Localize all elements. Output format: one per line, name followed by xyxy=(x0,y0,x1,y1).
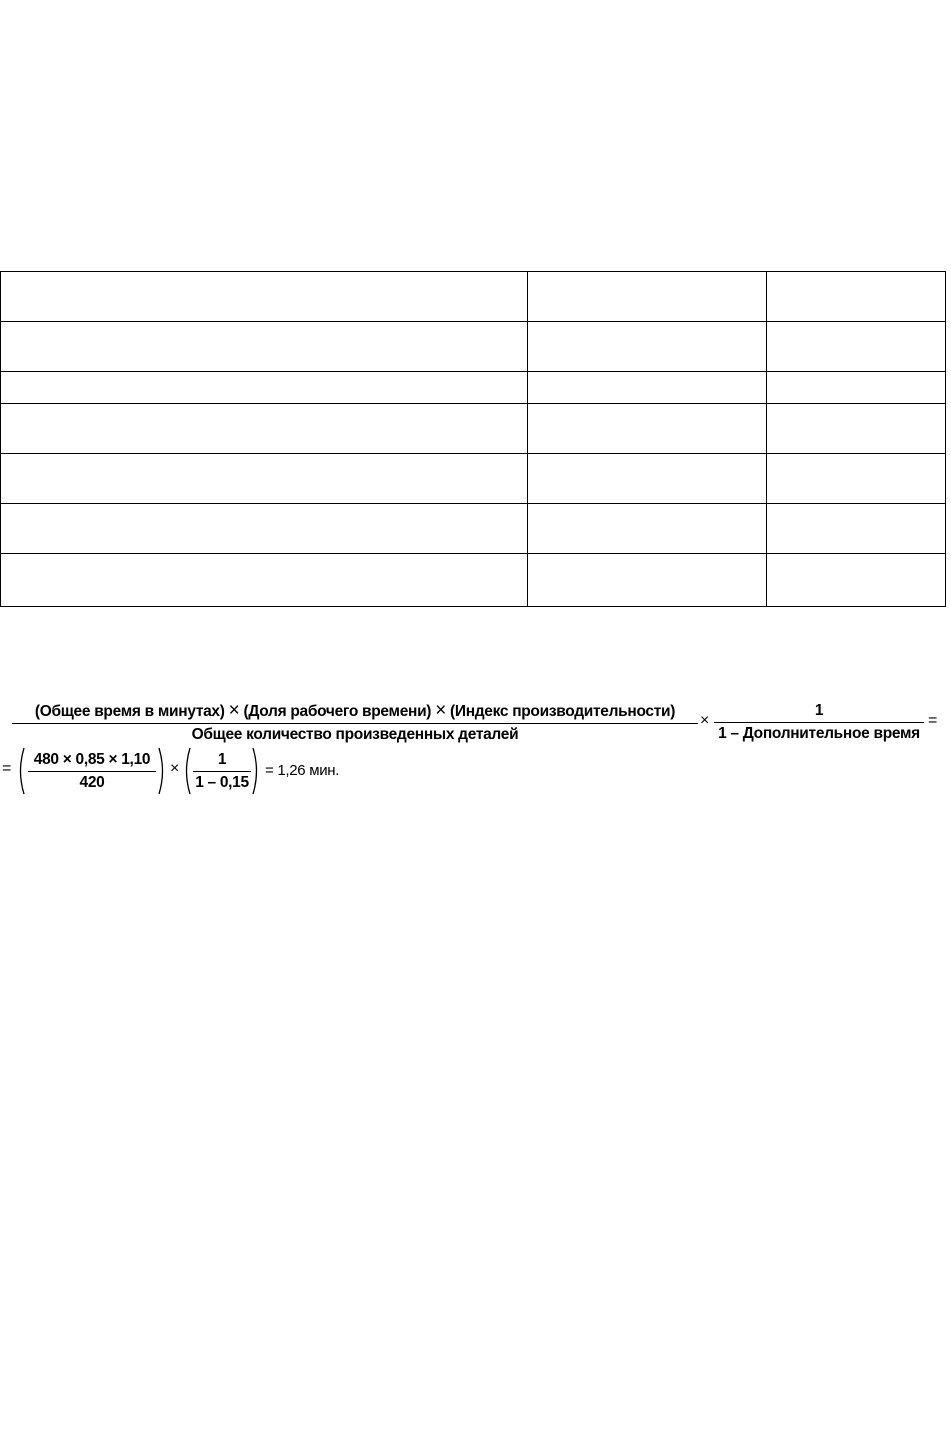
left-paren-icon xyxy=(16,747,25,795)
empty-table xyxy=(0,271,946,607)
table-cell xyxy=(767,504,946,554)
right-paren-icon xyxy=(158,747,167,795)
table-cell xyxy=(1,322,528,372)
right-paren-icon xyxy=(252,747,261,795)
table-cell xyxy=(767,272,946,322)
table-cell xyxy=(767,322,946,372)
fraction-bar xyxy=(28,771,156,772)
value-denominator: 420 xyxy=(79,774,105,791)
fraction-bar xyxy=(714,722,924,723)
percent-denominator: 1 – 0,15 xyxy=(195,774,249,791)
table-cell xyxy=(1,404,528,454)
table-cell xyxy=(1,504,528,554)
times-sign: × xyxy=(170,760,180,777)
main-numerator xyxy=(12,702,698,721)
table-row xyxy=(1,454,946,504)
formula-percent-fraction xyxy=(193,751,251,792)
percent-numerator: 1 xyxy=(217,751,227,768)
table-row xyxy=(1,322,946,372)
fraction-bar xyxy=(193,771,251,772)
left-paren-icon xyxy=(182,747,191,795)
table-cell xyxy=(528,504,767,554)
formula-main-fraction xyxy=(12,702,698,744)
fraction-bar xyxy=(12,723,698,724)
table-cell xyxy=(1,272,528,322)
table-cell xyxy=(767,454,946,504)
table-cell xyxy=(767,554,946,607)
equals-sign: = xyxy=(2,760,12,777)
numerator-term-total-time: (Общее время в минутах) xyxy=(34,703,225,720)
table-row xyxy=(1,554,946,607)
table-cell xyxy=(767,404,946,454)
table-cell xyxy=(767,372,946,404)
times-sign: × xyxy=(700,712,710,729)
table-row xyxy=(1,372,946,404)
times-sign: × xyxy=(228,700,240,721)
table-row xyxy=(1,272,946,322)
table-cell xyxy=(528,372,767,404)
extra-numerator: 1 xyxy=(814,702,824,719)
main-denominator: Общее количество произведенных деталей xyxy=(191,726,519,743)
table-cell xyxy=(528,454,767,504)
formula-extra-time-fraction xyxy=(714,702,924,743)
numerator-term-work-share: (Доля рабочего времени) xyxy=(243,703,432,720)
times-sign: × xyxy=(435,700,446,721)
table-cell xyxy=(528,404,767,454)
table-cell xyxy=(1,554,528,607)
formula-value-fraction xyxy=(28,751,156,792)
table-cell xyxy=(1,454,528,504)
table-cell xyxy=(1,372,528,404)
table-row xyxy=(1,504,946,554)
table-cell xyxy=(528,554,767,607)
table-cell xyxy=(528,322,767,372)
table-cell xyxy=(528,272,767,322)
numerator-term-performance-index: (Индекс производительности) xyxy=(450,703,676,720)
equals-sign: = xyxy=(928,712,938,729)
extra-denominator: 1 – Дополнительное время xyxy=(718,725,920,742)
value-numerator: 480 × 0,85 × 1,10 xyxy=(33,751,151,768)
formula-result: = 1,26 мин. xyxy=(265,762,340,779)
table-row xyxy=(1,404,946,454)
